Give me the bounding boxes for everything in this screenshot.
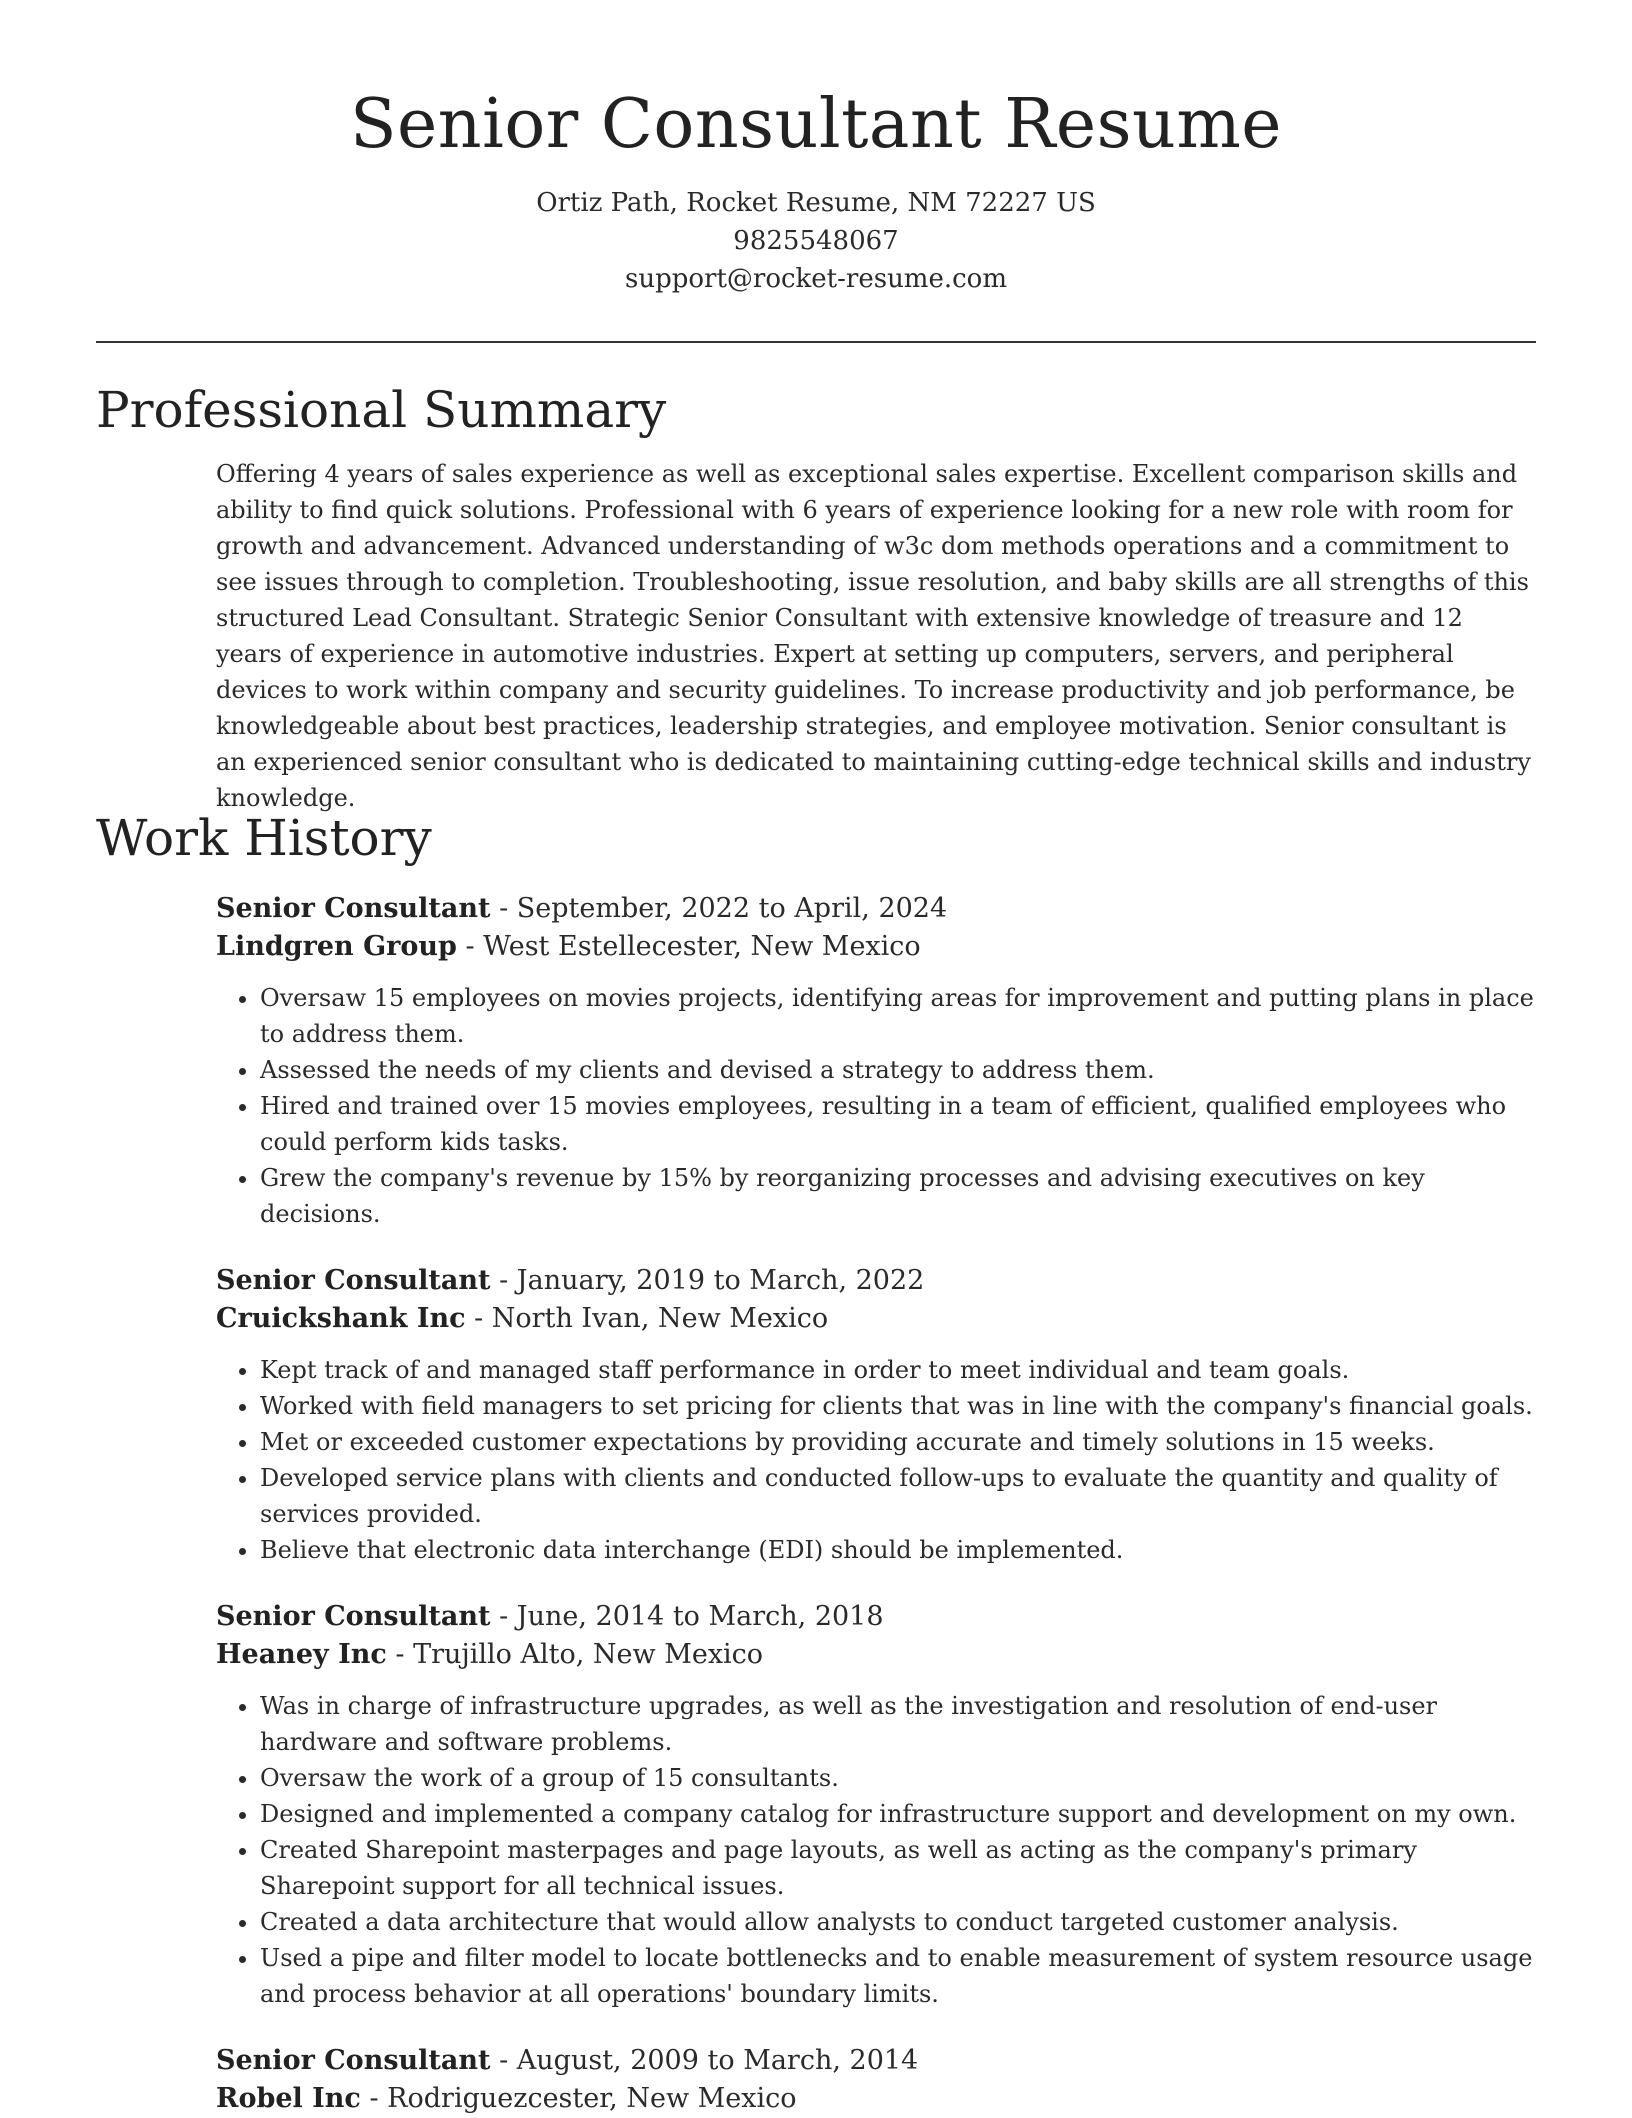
job-company: Robel Inc	[216, 2083, 361, 2114]
jobs-list	[216, 890, 1536, 2118]
job-title-line	[216, 890, 1536, 928]
job-bullet: • Created a data architecture that would allow analysts to conduct targeted customer analysis.	[260, 1904, 1536, 1940]
job-bullet: • Developed service plans with clients and conducted follow-ups to evaluate the quantity and quality of services provided.	[260, 1460, 1536, 1532]
contact-address: Ortiz Path, Rocket Resume, NM 72227 US	[536, 188, 1096, 218]
job-bullet: • Oversaw the work of a group of 15 consultants.	[260, 1760, 1536, 1796]
job-bullet: • Kept track of and managed staff performance in order to meet individual and team goals.	[260, 1352, 1536, 1388]
summary-section	[96, 378, 1536, 816]
job-bullet: • Designed and implemented a company catalog for infrastructure support and development on my own.	[260, 1796, 1536, 1832]
job-company: Lindgren Group	[216, 931, 457, 962]
job-bullet: • Grew the company's revenue by 15% by reorganizing processes and advising executives on key decisions.	[260, 1160, 1536, 1232]
job-title: Senior Consultant	[216, 1265, 491, 1296]
job-title-line	[216, 1262, 1536, 1300]
resume-title: Senior Consultant Resume	[349, 85, 1283, 164]
job-location: - North Ivan, New Mexico	[465, 1303, 829, 1334]
job-company-line	[216, 2080, 1536, 2118]
contact-phone: 9825548067	[733, 226, 899, 256]
job-bullet: • Was in charge of infrastructure upgrades, as well as the investigation and resolution of end-user hardware and software problems.	[260, 1688, 1536, 1760]
job-bullet: • Used a pipe and filter model to locate bottlenecks and to enable measurement of system resource usage and process behavior at all operations' boundary limits.	[260, 1940, 1536, 2012]
job-location: - West Estellecester, New Mexico	[456, 931, 921, 962]
job-title: Senior Consultant	[216, 893, 491, 924]
job-bullet: • Oversaw 15 employees on movies projects, identifying areas for improvement and putting plans in place to address them.	[260, 980, 1536, 1052]
job-location: - Rodriguezcester, New Mexico	[360, 2083, 797, 2114]
job-entry	[216, 1262, 1536, 1568]
job-dates: - January, 2019 to March, 2022	[490, 1265, 925, 1296]
job-dates: - August, 2009 to March, 2014	[490, 2045, 919, 2076]
summary-content	[216, 456, 1536, 816]
job-location: - Trujillo Alto, New Mexico	[386, 1639, 764, 1670]
job-bullets	[216, 1688, 1536, 2012]
job-bullet: • Created Sharepoint masterpages and page layouts, as well as acting as the company's primary Sharepoint support for all technical issues.	[260, 1832, 1536, 1904]
job-company: Heaney Inc	[216, 1639, 387, 1670]
job-dates: - June, 2014 to March, 2018	[490, 1601, 884, 1632]
job-bullet: • Worked with field managers to set pricing for clients that was in line with the company's financial goals.	[260, 1388, 1536, 1424]
job-dates: - September, 2022 to April, 2024	[490, 893, 948, 924]
resume-header	[0, 0, 1632, 298]
job-title-line	[216, 2042, 1536, 2080]
job-bullets	[216, 980, 1536, 1232]
job-entry	[216, 2042, 1536, 2118]
work-history-section	[96, 806, 1536, 2118]
job-title: Senior Consultant	[216, 2045, 491, 2076]
job-company-line	[216, 1300, 1536, 1338]
job-entry	[216, 890, 1536, 1232]
header-divider	[96, 341, 1536, 343]
contact-block	[0, 184, 1632, 298]
summary-heading: Professional Summary	[96, 381, 667, 439]
job-title-line	[216, 1598, 1536, 1636]
job-bullet: • Believe that electronic data interchange (EDI) should be implemented.	[260, 1532, 1536, 1568]
summary-text: Offering 4 years of sales experience as well as exceptional sales expertise. Excellent comparison skills and ability to find quick solutions. Professional with 6 years of experience looking for a new role with room for growth and advancement. Advanced understanding of w3c dom methods operations and a commitment to see issues through to completion. Troubleshooting, issue resolution, and baby skills are all strengths of this structured Lead Consultant. Strategic Senior Consultant with extensive knowledge of treasure and 12 years of experience in automotive industries. Expert at setting up computers, servers, and peripheral devices to work within company and security guidelines. To increase productivity and job performance, be knowledgeable about best practices, leadership strategies, and employee motivation. Senior consultant is an experienced senior consultant who is dedicated to maintaining cutting-edge technical skills and industry knowledge.	[216, 460, 1531, 812]
job-bullets	[216, 1352, 1536, 1568]
job-bullet: • Hired and trained over 15 movies employees, resulting in a team of efficient, qualified employees who could perform kids tasks.	[260, 1088, 1536, 1160]
job-title: Senior Consultant	[216, 1601, 491, 1632]
job-entry	[216, 1598, 1536, 2012]
job-company-line	[216, 1636, 1536, 1674]
job-bullet: • Assessed the needs of my clients and devised a strategy to address them.	[260, 1052, 1536, 1088]
job-company-line	[216, 928, 1536, 966]
job-bullet: • Met or exceeded customer expectations by providing accurate and timely solutions in 15 weeks.	[260, 1424, 1536, 1460]
work-history-heading: Work History	[96, 809, 432, 867]
job-company: Cruickshank Inc	[216, 1303, 466, 1334]
contact-email: support@rocket-resume.com	[624, 264, 1007, 294]
